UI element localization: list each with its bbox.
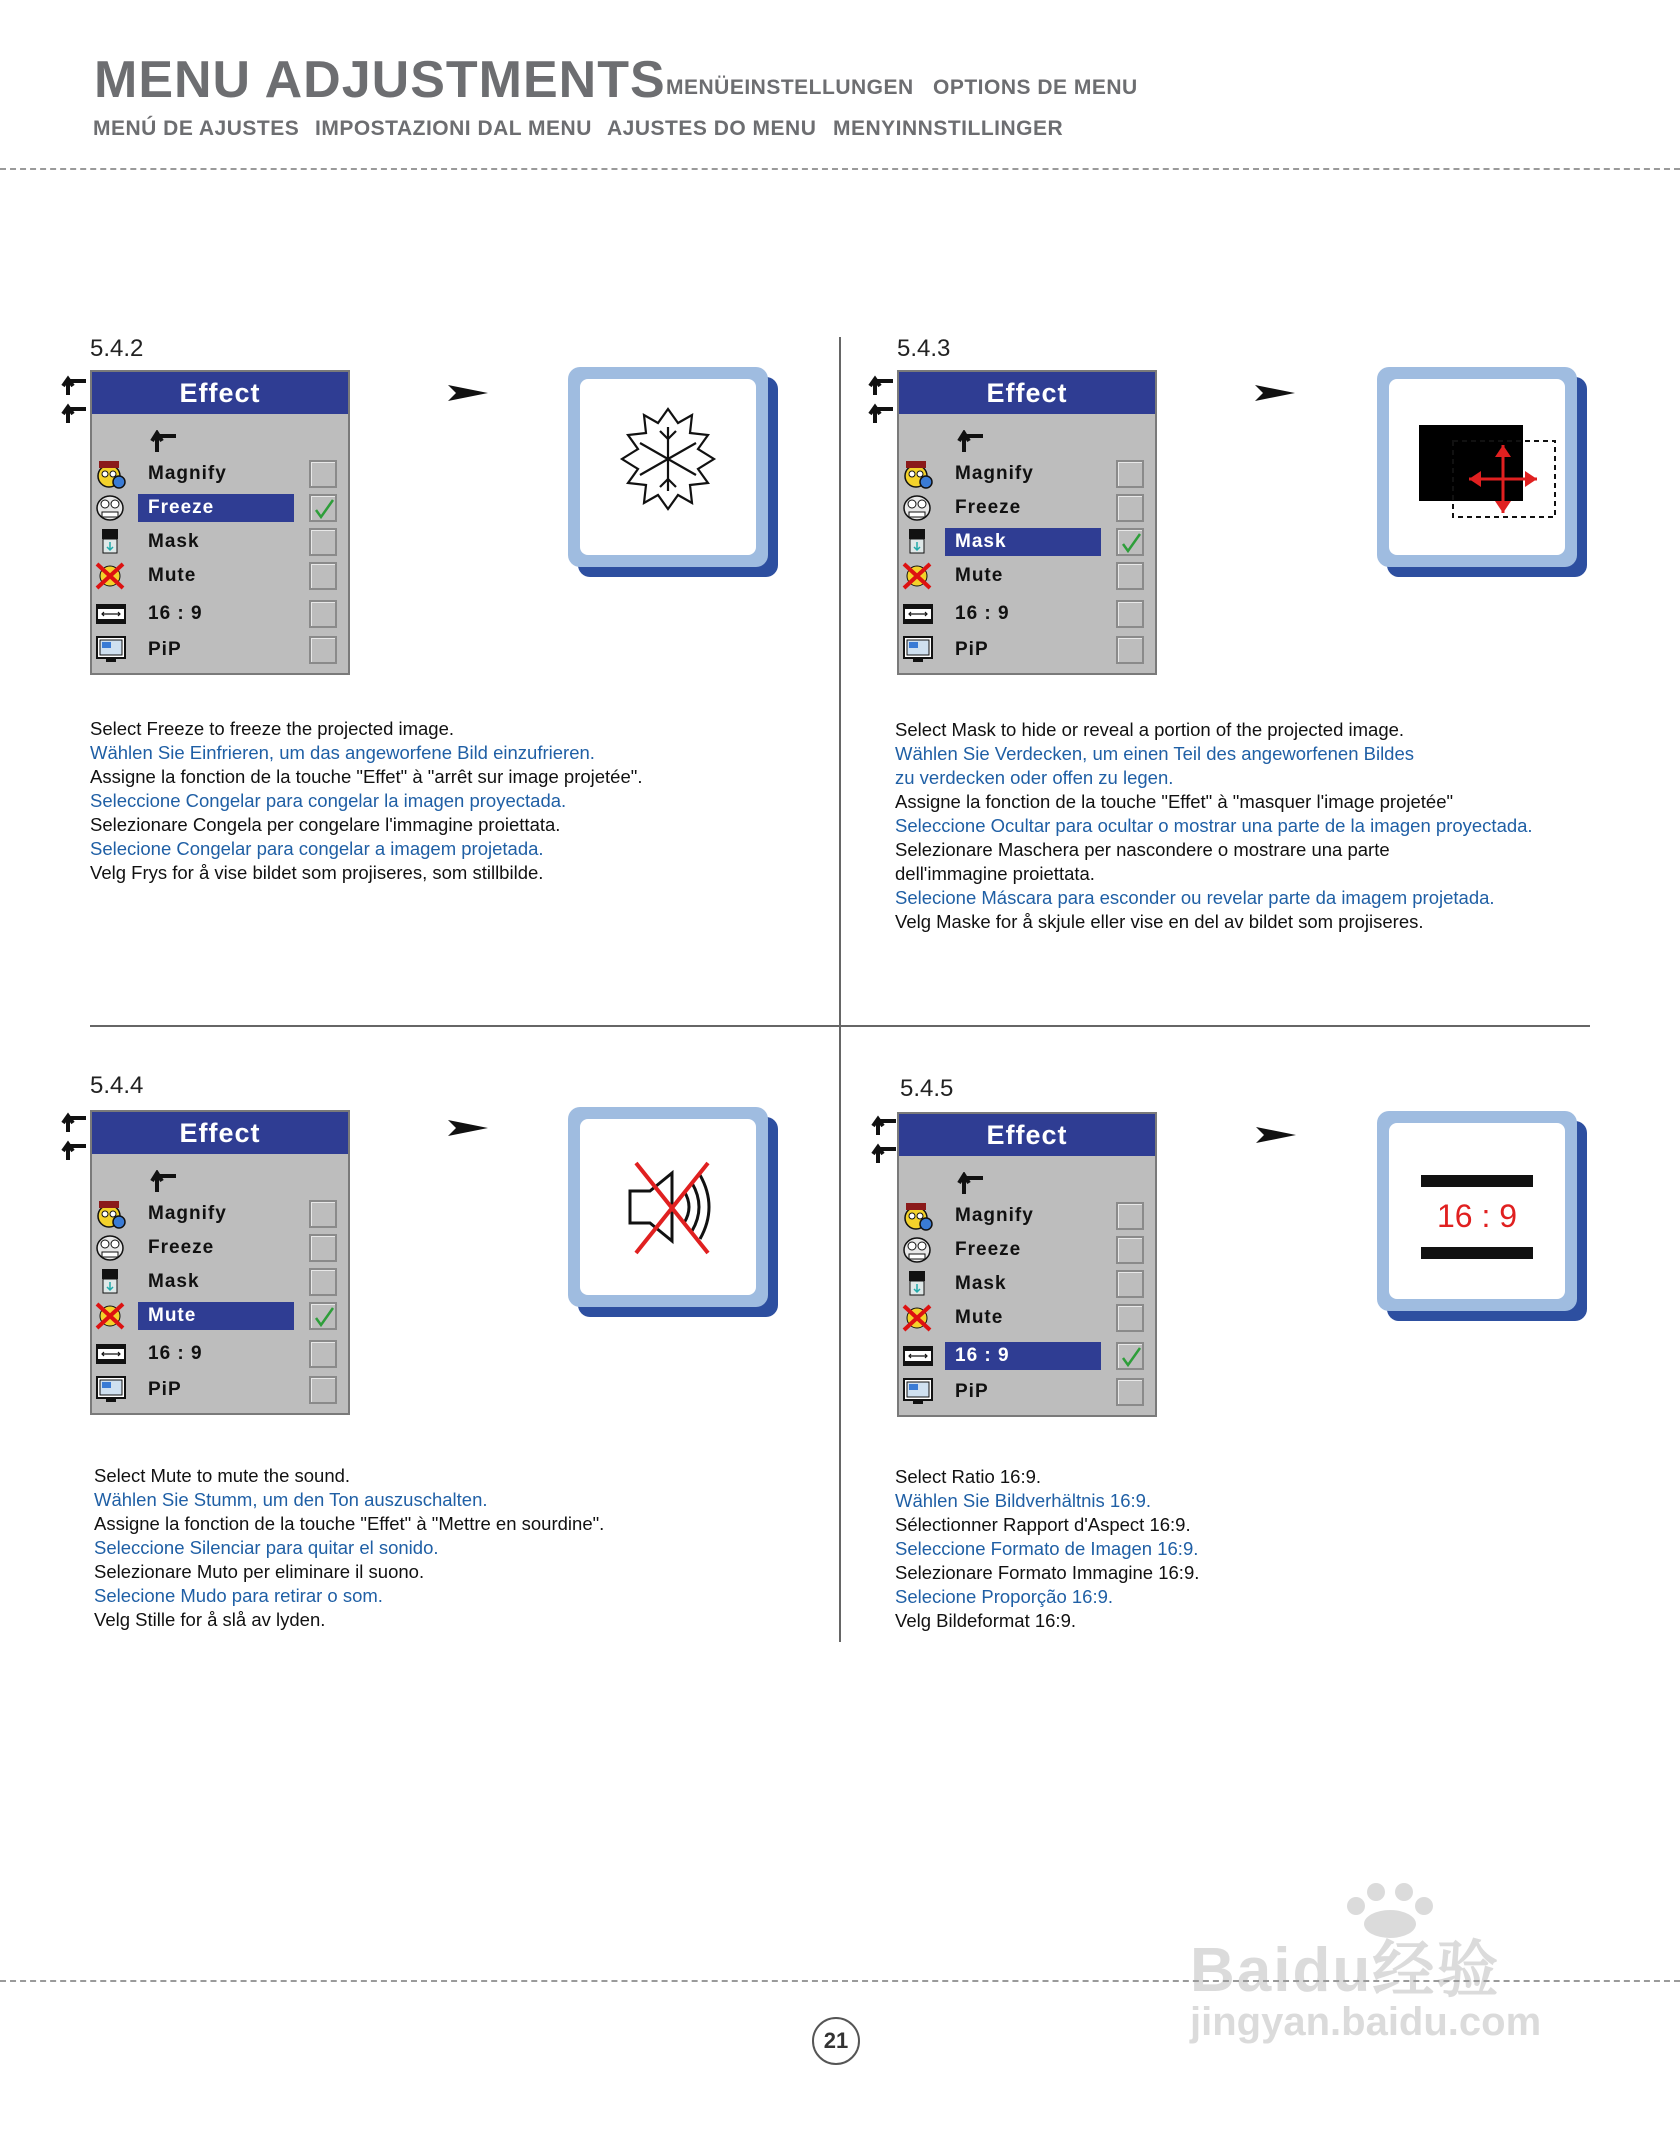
menu-item-label: Mask [148,531,200,552]
freeze-face-icon [94,493,128,523]
mask-icon [94,1267,128,1297]
description-line-french: Assigne la fonction de la touche "Effet" à "Mettre en sourdine". [94,1513,605,1534]
mute-icon [901,1303,935,1333]
checkbox[interactable] [1116,562,1144,590]
top-divider [0,168,1680,170]
menu-item-mute[interactable] [92,1300,348,1330]
menu-item-label: Mask [945,528,1101,556]
description-line-portuguese: Selecione Máscara para esconder ou revelar parte da imagem projetada. [895,887,1495,908]
menu-item-label: Magnify [955,1205,1034,1226]
menu-item-magnify[interactable] [92,458,348,488]
menu-item-mask[interactable] [899,1268,1155,1298]
section-number: 5.4.3 [897,335,951,362]
checkbox[interactable] [1116,636,1144,664]
section-number: 5.4.4 [90,1072,144,1099]
description-line-english: Select Mute to mute the sound. [94,1465,351,1486]
checkmark-icon [312,1305,336,1329]
menu-item-mask[interactable] [899,526,1155,556]
pip-monitor-icon [901,1377,935,1407]
section-number: 5.4.2 [90,335,144,362]
ratio-16-9-icon [901,599,935,629]
back-arrow-icon [60,373,90,433]
description-5-4-3 [895,718,1533,934]
description-line-german: Wählen Sie Bildverhältnis 16:9. [895,1490,1152,1511]
vertical-divider [839,337,841,1642]
menu-item-16-9[interactable] [92,1338,348,1368]
description-line-french: Assigne la fonction de la touche "Effet" à "arrêt sur image projetée". [90,766,643,787]
pointer-arrow-icon [448,381,488,405]
description-line-german: Wählen Sie Einfrieren, um das angeworfene Bild einzufrieren. [90,742,595,763]
menu-item-mask[interactable] [92,526,348,556]
magnify-face-icon [94,459,128,489]
menu-item-mute[interactable] [899,1302,1155,1332]
menu-item-pip[interactable] [899,1376,1155,1406]
checkmark-icon [1119,531,1143,555]
checkbox[interactable] [309,1376,337,1404]
checkmark-icon [1119,1345,1143,1369]
preview-frame [568,367,778,577]
mask-icon [901,1269,935,1299]
page-header [0,0,1680,175]
watermark-url: jingyan.baidu.com [1190,2000,1542,2044]
menu-item-label: PiP [955,639,989,660]
effect-menu [897,1112,1157,1417]
description-line-portuguese: Selecione Mudo para retirar o som. [94,1585,383,1606]
menu-item-label: 16 : 9 [945,1342,1101,1370]
checkbox[interactable] [1116,460,1144,488]
checkbox[interactable] [1116,1202,1144,1230]
menu-back-icon[interactable] [957,1172,985,1196]
checkbox[interactable] [1116,494,1144,522]
menu-item-freeze[interactable] [92,1232,348,1262]
magnify-face-icon [901,459,935,489]
speaker-muted-icon [580,1119,756,1295]
menu-item-pip[interactable] [92,634,348,664]
menu-item-freeze[interactable] [899,492,1155,522]
menu-item-16-9[interactable] [899,1340,1155,1370]
description-5-4-2 [90,717,642,885]
menu-title: Effect [899,1114,1155,1156]
mute-icon [94,1301,128,1331]
description-line-italian: Selezionare Formato Immagine 16:9. [895,1562,1200,1583]
description-line-italian: Selezionare Muto per eliminare il suono. [94,1561,425,1582]
description-5-4-4 [94,1464,604,1632]
page-number: 21 [812,2017,860,2065]
effect-menu [897,370,1157,675]
menu-item-magnify[interactable] [899,1200,1155,1230]
ratio-text: 16 : 9 [1436,1198,1518,1234]
description-line-portuguese: Selecione Proporção 16:9. [895,1586,1114,1607]
back-arrow-icon [60,1110,90,1170]
menu-back-icon[interactable] [150,430,178,454]
subtitle-italian: IMPOSTAZIONI DAL MENU [315,117,592,140]
checkbox[interactable] [309,1268,337,1296]
subtitle-french: OPTIONS DE MENU [933,76,1138,99]
menu-title: Effect [92,1112,348,1154]
description-line-norwegian: Velg Maske for å skjule eller vise en del av bildet som projiseres. [895,911,1424,932]
description-line-spanish: Seleccione Formato de Imagen 16:9. [895,1538,1199,1559]
menu-item-magnify[interactable] [92,1198,348,1228]
checkbox[interactable] [309,562,337,590]
description-line-german-cont: zu verdecken oder offen zu legen. [895,767,1174,788]
checkbox[interactable] [1116,1304,1144,1332]
description-line-portuguese: Selecione Congelar para congelar a imagem projetada. [90,838,544,859]
menu-item-label: Freeze [148,1237,215,1258]
menu-back-icon[interactable] [957,430,985,454]
menu-item-pip[interactable] [899,634,1155,664]
checkbox-checked[interactable] [309,1302,337,1330]
menu-item-16-9[interactable] [92,598,348,628]
description-line-german: Wählen Sie Verdecken, um einen Teil des angeworfenen Bildes [895,743,1415,764]
checkbox-checked[interactable] [1116,1342,1144,1370]
description-line-french: Assigne la fonction de la touche "Effet" à "masquer l'image projetée" [895,791,1454,812]
horizontal-divider [90,1025,1590,1027]
menu-title: Effect [92,372,348,414]
description-line-norwegian: Velg Bildeformat 16:9. [895,1610,1076,1631]
subtitle-norwegian: MENYINNSTILLINGER [833,117,1064,140]
description-line-spanish: Seleccione Congelar para congelar la imagen proyectada. [90,790,567,811]
pointer-arrow-icon [448,1116,488,1140]
page-title: MENU ADJUSTMENTS [94,51,666,109]
subtitle-german: MENÜEINSTELLUNGEN [666,76,914,99]
menu-item-label: PiP [148,1379,182,1400]
ratio-screen-icon [1389,1123,1565,1299]
preview-frame [1377,1111,1587,1321]
menu-item-mask[interactable] [92,1266,348,1296]
magnify-face-icon [901,1201,935,1231]
effect-menu [90,370,350,675]
effect-menu [90,1110,350,1415]
pointer-arrow-icon [1255,381,1295,405]
menu-item-label: Mask [955,1273,1007,1294]
checkbox[interactable] [309,1234,337,1262]
snowflake-icon [580,379,756,555]
mute-icon [901,561,935,591]
menu-item-label: Freeze [138,494,294,522]
description-line-spanish: Seleccione Silenciar para quitar el sonido. [94,1537,439,1558]
checkbox[interactable] [1116,1378,1144,1406]
description-line-english: Select Ratio 16:9. [895,1466,1042,1487]
ratio-16-9-icon [94,1339,128,1369]
magnify-face-icon [94,1199,128,1229]
subtitle-spanish: MENÚ DE AJUSTES [93,117,300,140]
menu-item-label: Freeze [955,497,1022,518]
checkbox[interactable] [309,460,337,488]
description-line-italian: Selezionare Maschera per nascondere o mostrare una parte [895,839,1390,860]
description-line-italian-cont: dell'immagine proiettata. [895,863,1095,884]
description-line-german: Wählen Sie Stumm, um den Ton auszuschalten. [94,1489,488,1510]
description-line-norwegian: Velg Stille for å slå av lyden. [94,1609,326,1630]
checkmark-icon [312,497,336,521]
menu-item-label: Mute [955,1307,1004,1328]
subtitle-portuguese: AJUSTES DO MENU [607,117,817,140]
pointer-arrow-icon [1256,1123,1296,1147]
checkbox-checked[interactable] [1116,528,1144,556]
mute-icon [94,561,128,591]
checkbox[interactable] [309,636,337,664]
menu-back-icon[interactable] [150,1170,178,1194]
preview-frame [1377,367,1587,577]
pip-monitor-icon [94,635,128,665]
back-arrow-icon [867,373,897,433]
menu-item-magnify[interactable] [899,458,1155,488]
menu-item-16-9[interactable] [899,598,1155,628]
menu-item-label: Magnify [148,1203,227,1224]
menu-title: Effect [899,372,1155,414]
menu-item-label: Mute [138,1302,294,1330]
description-5-4-5 [895,1465,1199,1633]
mask-icon [901,527,935,557]
freeze-face-icon [901,1235,935,1265]
description-line-french: Sélectionner Rapport d'Aspect 16:9. [895,1514,1191,1535]
menu-item-pip[interactable] [92,1374,348,1404]
section-number: 5.4.5 [900,1075,954,1102]
menu-item-label: PiP [148,639,182,660]
menu-item-label: Magnify [148,463,227,484]
mask-move-icon [1389,379,1565,555]
watermark-brand: Baidu经验 [1190,1936,1501,2005]
menu-item-label: 16 : 9 [955,603,1010,624]
ratio-16-9-icon [901,1341,935,1371]
description-line-norwegian: Velg Frys for å vise bildet som projiseres, som stillbilde. [90,862,544,883]
menu-item-freeze[interactable] [899,1234,1155,1264]
menu-item-label: 16 : 9 [148,603,203,624]
pip-monitor-icon [901,635,935,665]
description-line-english: Select Freeze to freeze the projected image. [90,718,455,739]
checkbox[interactable] [309,528,337,556]
checkbox[interactable] [309,1200,337,1228]
menu-item-label: Mask [148,1271,200,1292]
menu-item-freeze[interactable] [92,492,348,522]
menu-item-label: Freeze [955,1239,1022,1260]
preview-frame [568,1107,778,1317]
checkbox[interactable] [1116,1270,1144,1298]
description-line-italian: Selezionare Congela per congelare l'immagine proiettata. [90,814,561,835]
menu-item-label: 16 : 9 [148,1343,203,1364]
watermark [1190,1880,1610,2050]
menu-item-mute[interactable] [899,560,1155,590]
freeze-face-icon [94,1233,128,1263]
menu-item-label: Magnify [955,463,1034,484]
freeze-face-icon [901,493,935,523]
ratio-16-9-icon [94,599,128,629]
mask-icon [94,527,128,557]
checkbox[interactable] [1116,600,1144,628]
checkbox-checked[interactable] [309,494,337,522]
checkbox[interactable] [309,600,337,628]
description-line-spanish: Seleccione Ocultar para ocultar o mostrar una parte de la imagen proyectada. [895,815,1533,836]
checkbox[interactable] [309,1340,337,1368]
back-arrow-icon [870,1113,900,1173]
menu-item-mute[interactable] [92,560,348,590]
menu-item-label: Mute [955,565,1004,586]
pip-monitor-icon [94,1375,128,1405]
description-line-english: Select Mask to hide or reveal a portion of the projected image. [895,719,1405,740]
checkbox[interactable] [1116,1236,1144,1264]
menu-item-label: Mute [148,565,197,586]
menu-item-label: PiP [955,1381,989,1402]
